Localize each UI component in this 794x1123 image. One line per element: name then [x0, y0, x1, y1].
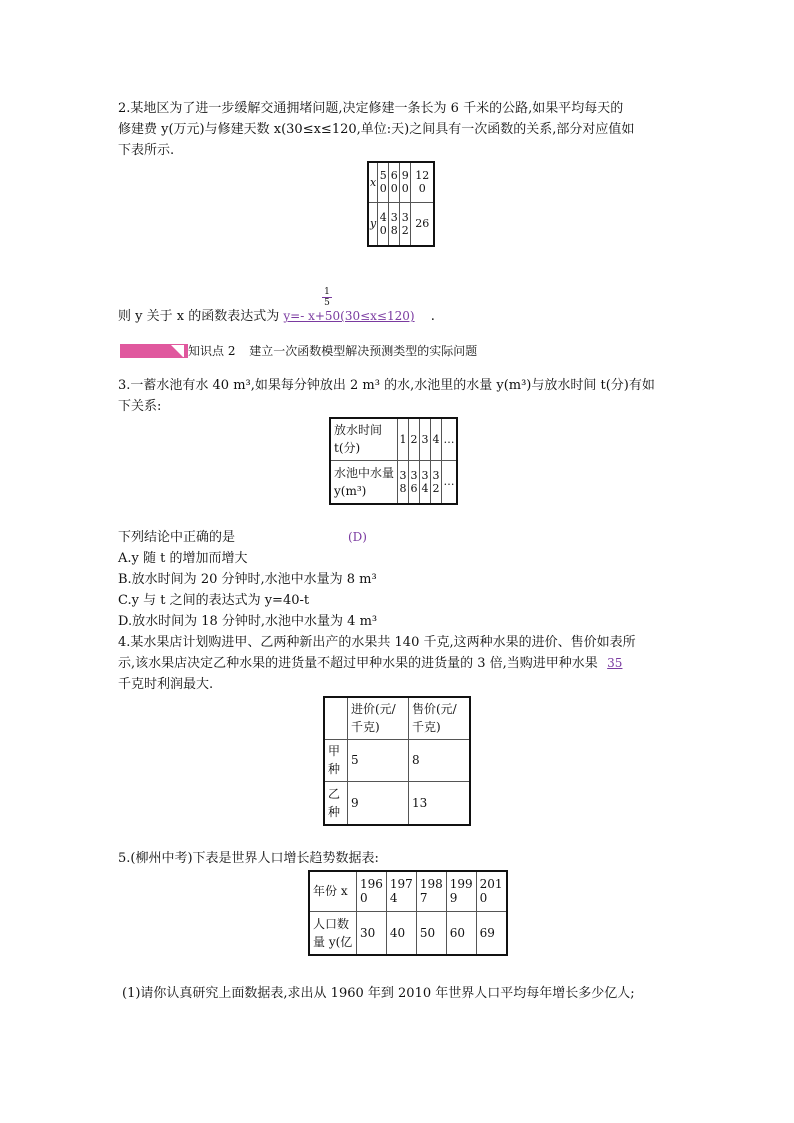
section-heading	[188, 341, 477, 362]
q4-cell: 8	[409, 739, 471, 781]
q4-line-3: 千克时利润最大.	[118, 677, 214, 692]
q3-cell: 3 2	[431, 460, 442, 504]
q5-cell: 30	[357, 911, 387, 955]
q4-table	[323, 696, 471, 826]
q4-answer: 35	[607, 656, 623, 670]
q4-table-corner	[324, 697, 348, 739]
q3-cell: 2	[409, 418, 420, 460]
q2-cell: 3 8	[389, 202, 400, 246]
q3-cell: 3 6	[409, 460, 420, 504]
q2-answer-prefix: 则 y 关于 x 的函数表达式为	[118, 309, 280, 324]
q5-cell: 40	[386, 911, 416, 955]
q5-cell: 197 4	[386, 871, 416, 911]
q2-cell: 26	[411, 202, 435, 246]
q3-cell: 1	[398, 418, 409, 460]
q2-line-2: 修建费 y(万元)与修建天数 x(30≤x≤120,单位:天)之间具有一次函数的关系,部分对应值如	[118, 122, 635, 137]
q5-cell: 199 9	[446, 871, 476, 911]
q3-table	[329, 417, 458, 505]
q4-row-label: 乙种	[324, 781, 348, 825]
q5-cell: 198 7	[416, 871, 446, 911]
q2-table-row2-label: y	[368, 202, 378, 246]
q5-table	[308, 870, 508, 956]
q4-cell: 9	[348, 781, 409, 825]
q3-table-row1-header: 放水时间 t(分)	[330, 418, 398, 460]
q2-answer-suffix: .	[430, 309, 435, 324]
q5-cell: 50	[416, 911, 446, 955]
q2-line-1: 2.某地区为了进一步缓解交通拥堵问题,决定修建一条长为 6 千米的公路,如果平均每天的	[118, 101, 624, 116]
q4-cell: 13	[409, 781, 471, 825]
q4-line-2-text: 示,该水果店决定乙种水果的进货量不超过甲种水果的进货量的 3 倍,当购进甲种水果	[118, 656, 598, 671]
q3-option-b: B.放水时间为 20 分钟时,水池中水量为 8 m³	[118, 572, 377, 587]
q3-question: 下列结论中正确的是	[118, 530, 236, 545]
q5-cell: 196 0	[357, 871, 387, 911]
q5-table-row1-header: 年份 x	[309, 871, 357, 911]
section-label: 知识点 2	[188, 344, 236, 358]
q2-line-3: 下表所示.	[118, 143, 175, 158]
q5-sub-1: (1)请你认真研究上面数据表,求出从 1960 年到 2010 年世界人口平均每年增长多少亿人;	[122, 986, 635, 1001]
q2-table	[367, 161, 435, 247]
q3-cell: 4	[431, 418, 442, 460]
q5-cell: 60	[446, 911, 476, 955]
q4-line-1: 4.某水果店计划购进甲、乙两种新出产的水果共 140 千克,这两种水果的进价、售价如表所	[118, 635, 636, 650]
q4-row-label: 甲种	[324, 739, 348, 781]
q5-table-row2-header: 人口数量 y(亿	[309, 911, 357, 955]
q4-header-price: 售价(元/千克)	[409, 697, 471, 739]
q4-cell: 5	[348, 739, 409, 781]
q3-option-c: C.y 与 t 之间的表达式为 y=40-t	[118, 593, 310, 608]
q5-line-1: 5.(柳州中考)下表是世界人口增长趋势数据表:	[118, 851, 379, 866]
q2-cell: 3 2	[400, 202, 411, 246]
q5-cell: 201 0	[476, 871, 506, 911]
answer-fraction-denominator: 5	[324, 298, 330, 308]
q3-table-row2-header: 水池中水量 y(m³)	[330, 460, 398, 504]
q2-cell: 9 0	[400, 162, 411, 202]
q4-line-2	[118, 653, 678, 674]
q3-cell: 3 8	[398, 460, 409, 504]
q2-answer-line	[118, 306, 435, 327]
q2-answer: y=- x+50(30≤x≤120)	[283, 309, 415, 323]
q3-line-1: 3.一蓄水池有水 40 m³,如果每分钟放出 2 m³ 的水,水池里的水量 y(m³)与放水时间 t(分)有如	[118, 378, 655, 393]
q3-cell: 3	[420, 418, 431, 460]
q3-line-2: 下关系:	[118, 399, 162, 414]
q3-option-d: D.放水时间为 18 分钟时,水池中水量为 4 m³	[118, 614, 378, 629]
q3-cell: 3 4	[420, 460, 431, 504]
section-title: 建立一次函数模型解决预测类型的实际问题	[249, 344, 478, 358]
q3-option-a: A.y 随 t 的增加而增大	[118, 551, 248, 566]
q4-header-cost: 进价(元/千克)	[348, 697, 409, 739]
section-banner-outline	[168, 344, 186, 358]
answer-fraction-numerator: 1	[324, 287, 330, 297]
q2-cell: 12 0	[411, 162, 435, 202]
q3-cell: …	[442, 460, 458, 504]
q2-cell: 4 0	[378, 202, 389, 246]
q2-cell: 6 0	[389, 162, 400, 202]
q2-table-row1-label: x	[368, 162, 378, 202]
q2-cell: 5 0	[378, 162, 389, 202]
q3-cell: …	[442, 418, 458, 460]
q5-cell: 69	[476, 911, 506, 955]
q3-answer: (D)	[348, 530, 367, 544]
